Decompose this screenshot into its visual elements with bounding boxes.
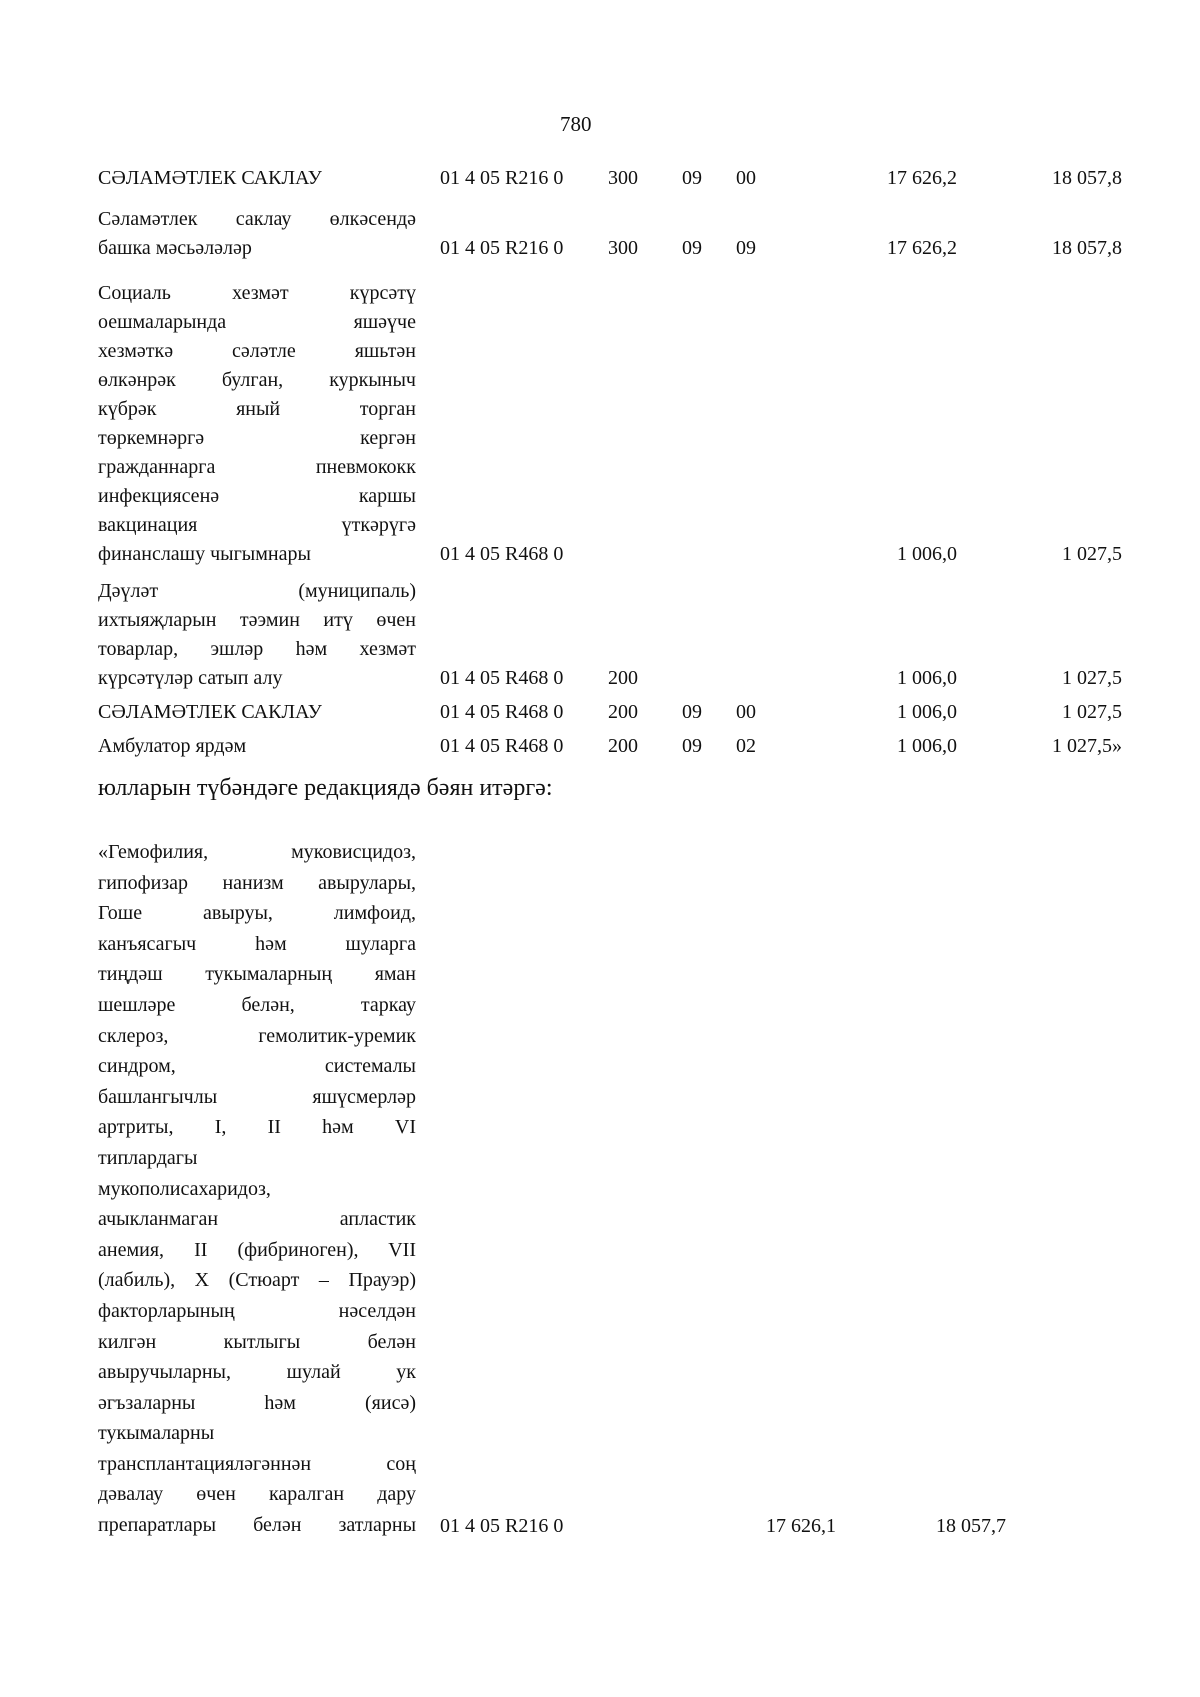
expense-name xyxy=(98,837,416,1541)
expense-name xyxy=(98,727,416,761)
expense-name-line: тукымаларны xyxy=(98,1422,215,1445)
amount-year-2: 18 057,8 xyxy=(1052,167,1122,189)
expense-name-line: өлкәнрәк булган, куркыныч xyxy=(98,369,416,391)
expense-name-line: анемия, II (фибриноген), VII xyxy=(98,1238,416,1261)
expense-name-line: дәвалау өчен каралган дару xyxy=(98,1483,416,1506)
expense-name-line: товарлар, эшләр һәм хезмәт xyxy=(98,638,416,660)
target-code: 01 4 05 R216 0 xyxy=(440,237,564,259)
expense-type-code: 200 xyxy=(608,701,638,723)
table-row xyxy=(98,569,1122,693)
amount-year-1: 1 006,0 xyxy=(897,735,957,757)
amount-year-1: 17 626,2 xyxy=(887,237,957,259)
subsection-code: 00 xyxy=(736,167,756,189)
expense-name xyxy=(98,163,416,193)
amount-year-2: 18 057,7 xyxy=(936,1514,1006,1537)
subsection-code: 00 xyxy=(736,701,756,723)
expense-name xyxy=(98,569,416,693)
expense-name-line: инфекциясенә каршы xyxy=(98,485,416,507)
expense-name-line: килгән кытлыгы белән xyxy=(98,1330,416,1353)
amount-year-1: 1 006,0 xyxy=(897,543,957,565)
amount-year-1: 17 626,1 xyxy=(766,1514,836,1537)
expense-name-line: ачыкланмаган апластик xyxy=(98,1208,416,1231)
table-row xyxy=(98,727,1122,761)
expense-name-line: төркемнәргә кергән xyxy=(98,427,416,449)
expense-name-line: факторларының нәселдән xyxy=(98,1299,416,1322)
expense-name xyxy=(98,193,416,263)
expense-name-line: мукополисахаридоз, xyxy=(98,1177,271,1200)
expense-name-line: Социаль хезмәт күрсәтү xyxy=(98,282,416,304)
subsection-code: 02 xyxy=(736,735,756,757)
section-code: 09 xyxy=(682,735,702,757)
section-code: 09 xyxy=(682,237,702,259)
amount-year-2: 1 027,5 xyxy=(1062,543,1122,565)
expense-type-code: 200 xyxy=(608,735,638,757)
section-code: 09 xyxy=(682,167,702,189)
subsection-code xyxy=(736,569,796,693)
expense-name-line: канъясагыч һәм шуларга xyxy=(98,932,416,955)
expense-name-line: ихтыяҗларын тәэмин итү өчен xyxy=(98,609,416,631)
target-code: 01 4 05 R216 0 xyxy=(440,1514,564,1537)
expense-name-line: финанслашу чыгымнары xyxy=(98,543,311,565)
target-code: 01 4 05 R468 0 xyxy=(440,543,564,565)
section-code: 09 xyxy=(682,701,702,723)
budget-table xyxy=(98,163,1122,761)
expense-name-line: склероз, гемолитик-уремик xyxy=(98,1024,416,1047)
new-budget-table xyxy=(98,837,1006,1541)
expense-name-line: СӘЛАМӘТЛЕК САКЛАУ xyxy=(98,701,322,723)
target-code: 01 4 05 R468 0 xyxy=(440,735,564,757)
expense-name-line: шешләре белән, таркау xyxy=(98,993,416,1016)
amount-year-2: 18 057,8 xyxy=(1052,237,1122,259)
expense-name-line: әгъзаларны һәм (яисә) xyxy=(98,1391,416,1414)
expense-name-line: типлардагы xyxy=(98,1146,198,1169)
expense-type-code: 300 xyxy=(608,237,638,259)
target-code: 01 4 05 R216 0 xyxy=(440,167,564,189)
table-row xyxy=(98,693,1122,727)
amount-year-1: 1 006,0 xyxy=(897,667,957,689)
target-code: 01 4 05 R468 0 xyxy=(440,667,564,689)
amount-year-2: 1 027,5 xyxy=(1062,701,1122,723)
expense-name xyxy=(98,263,416,569)
expense-type-code: 300 xyxy=(608,167,638,189)
expense-type-code xyxy=(608,263,682,569)
expense-name-line: артриты, I, II һәм VI xyxy=(98,1116,416,1139)
amendment-instruction: юлларын түбәндәге редакциядә бәян итәргә: xyxy=(98,775,553,801)
amount-year-2: 1 027,5 xyxy=(1062,667,1122,689)
expense-name-line: хезмәткә сәләтле яшьтән xyxy=(98,340,416,362)
expense-type-code: 200 xyxy=(608,667,638,689)
expense-name-line: Амбулатор ярдәм xyxy=(98,735,247,757)
expense-name-line: авыручыларны, шулай ук xyxy=(98,1361,416,1384)
expense-name-line: «Гемофилия, муковисцидоз, xyxy=(98,841,416,863)
page-number: 780 xyxy=(560,112,592,136)
expense-name-line: оешмаларында яшәүче xyxy=(98,311,416,333)
amount-year-1: 17 626,2 xyxy=(887,167,957,189)
expense-name-line: гипофизар нанизм авырулары, xyxy=(98,871,416,894)
expense-name-line: синдром, системалы xyxy=(98,1055,416,1078)
target-code: 01 4 05 R468 0 xyxy=(440,701,564,723)
expense-name-line: гражданнарга пневмококк xyxy=(98,456,416,478)
expense-name xyxy=(98,693,416,727)
table-row xyxy=(98,193,1122,263)
table-row xyxy=(98,163,1122,193)
subsection-code: 09 xyxy=(736,237,756,259)
section-code xyxy=(682,263,736,569)
table-row xyxy=(98,837,1006,1541)
expense-name-line: трансплантацияләгәннән соң xyxy=(98,1452,416,1475)
expense-name-line: (лабиль), X (Стюарт – Прауэр) xyxy=(98,1269,416,1292)
table-row xyxy=(98,263,1122,569)
expense-name-line: СӘЛАМӘТЛЕК САКЛАУ xyxy=(98,167,322,189)
expense-name-line: Дәүләт (муниципаль) xyxy=(98,580,416,602)
expense-name-line: башка мәсьәләләр xyxy=(98,237,252,259)
expense-name-line: күбрәк яный торган xyxy=(98,398,416,420)
section-code xyxy=(682,569,736,693)
expense-name-line: Сәламәтлек саклау өлкәсендә xyxy=(98,208,416,230)
amount-year-2: 1 027,5» xyxy=(1052,735,1122,757)
expense-name-line: препаратлары белән затларны xyxy=(98,1514,416,1537)
amount-year-1: 1 006,0 xyxy=(897,701,957,723)
expense-name-line: тиңдәш тукымаларның яман xyxy=(98,963,416,986)
expense-name-line: күрсәтүләр сатып алу xyxy=(98,667,283,689)
subsection-code xyxy=(736,263,796,569)
expense-name-line: Гоше авыруы, лимфоид, xyxy=(98,902,416,925)
expense-name-line: башлангычлы яшүсмерләр xyxy=(98,1085,416,1108)
expense-name-line: вакцинация үткәрүгә xyxy=(98,514,416,536)
